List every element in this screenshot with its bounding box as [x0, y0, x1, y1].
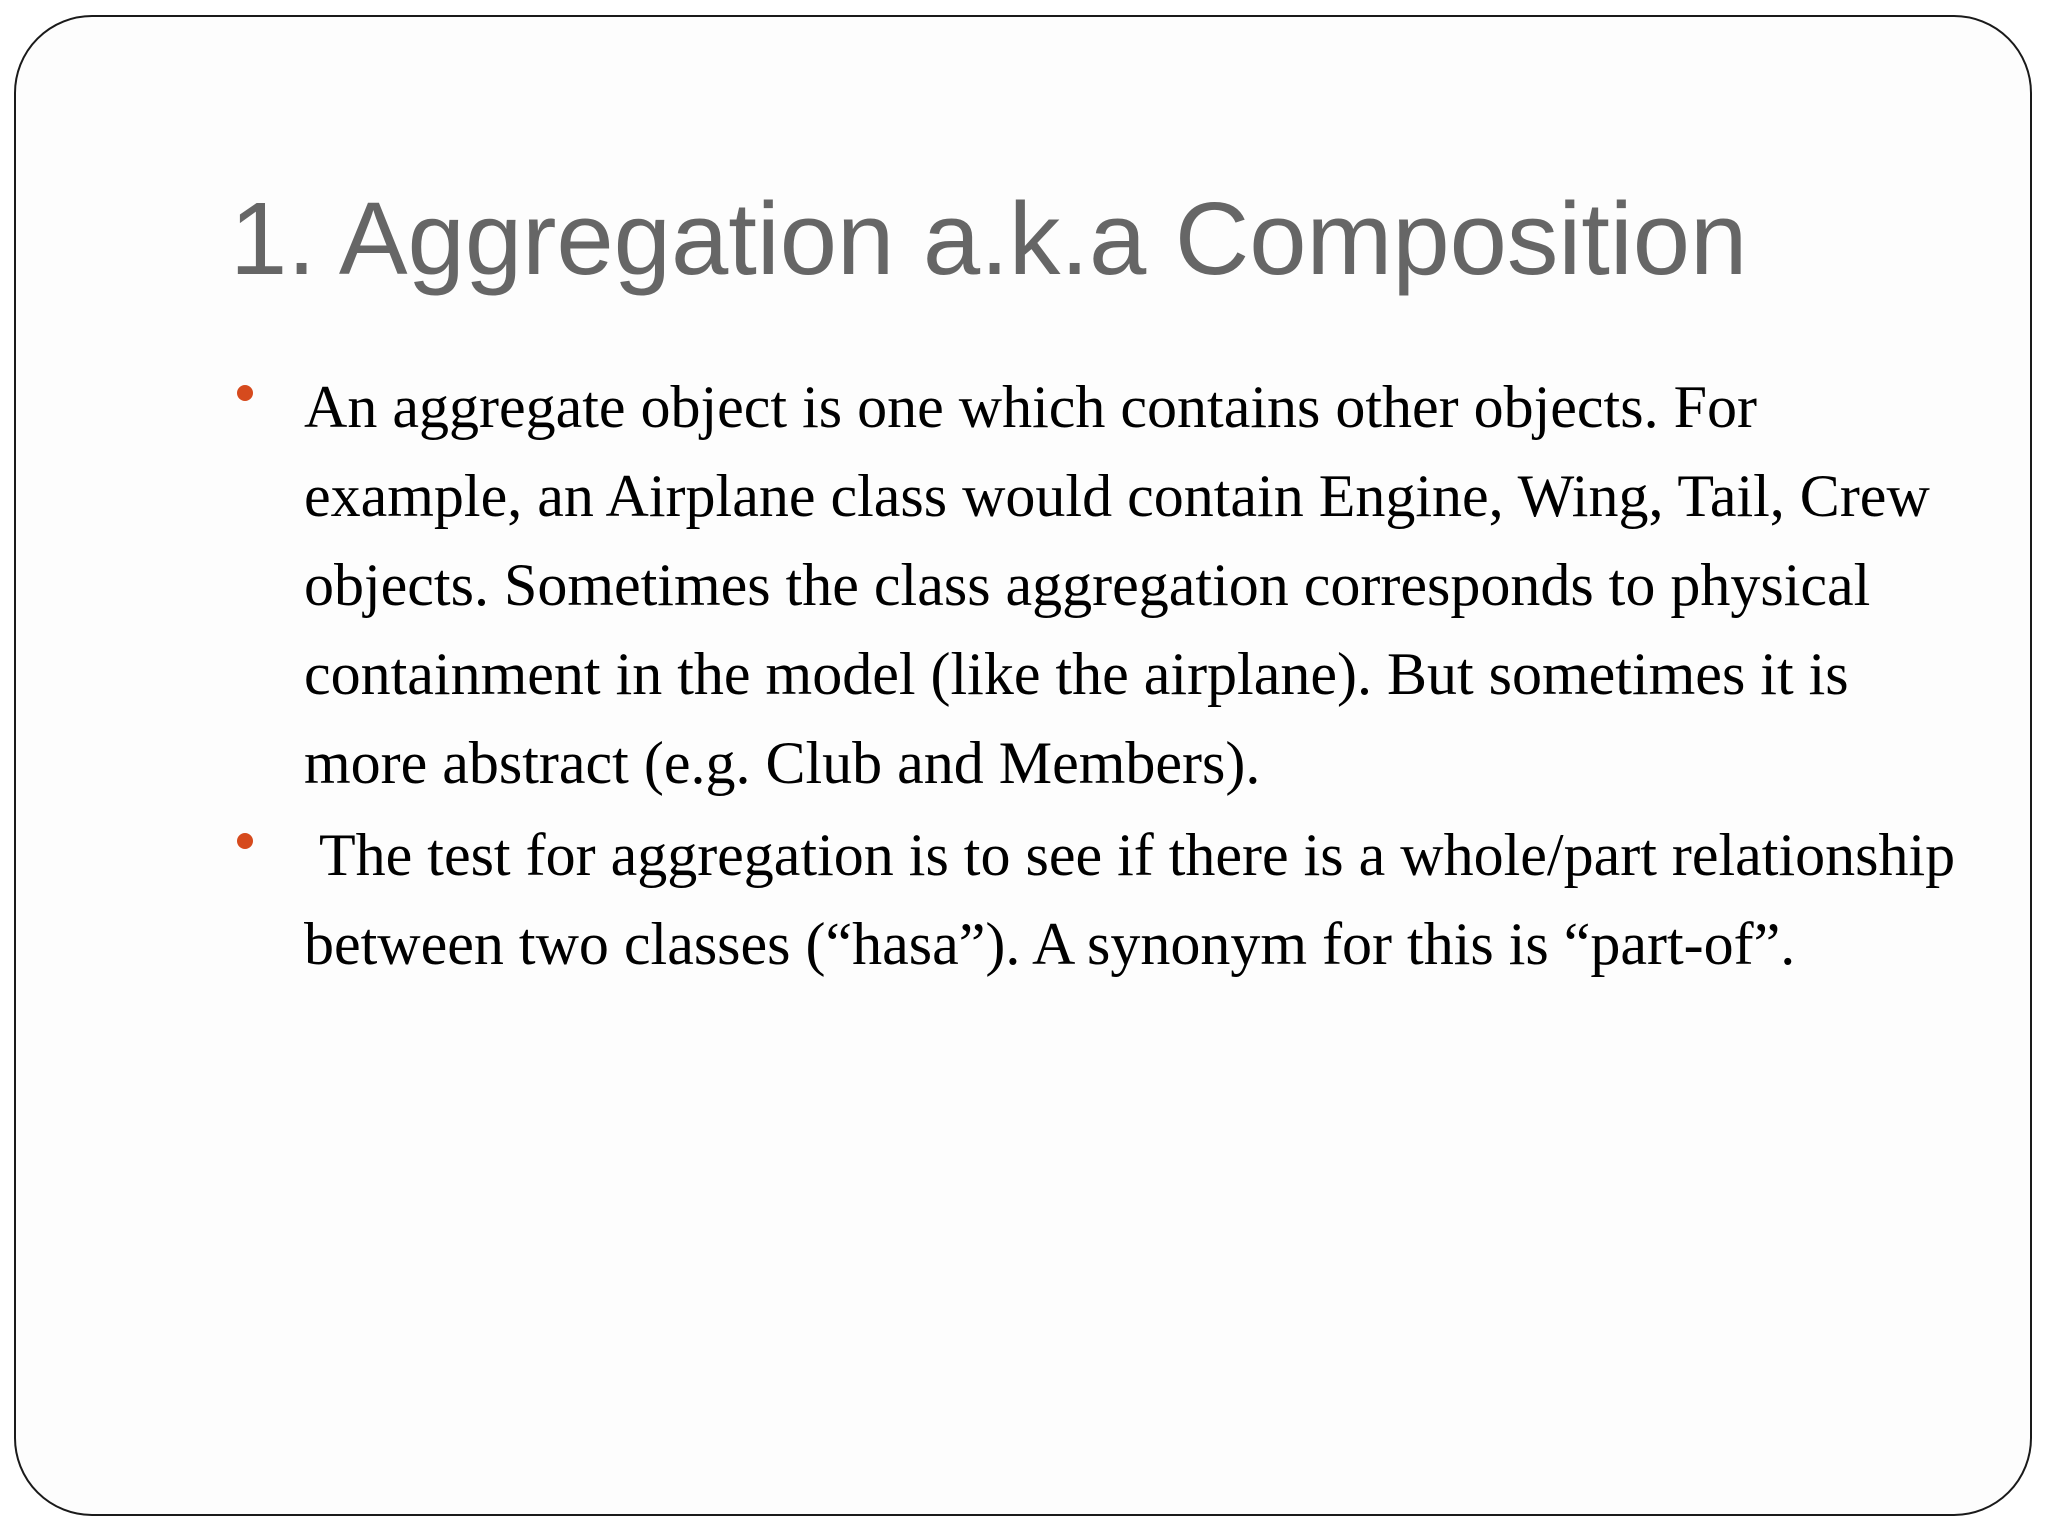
bullet-dot-icon: [237, 385, 253, 401]
slide-frame: [14, 15, 2032, 1516]
bullet-dot-icon: [237, 833, 253, 849]
slide-title: 1. Aggregation a.k.a Composition: [230, 181, 1748, 296]
bullet-item: [228, 811, 1978, 989]
bullet-text: An aggregate object is one which contains other objects. For example, an Airplane class would contain Engine, Wing, Tail, Crew objects. Sometimes the class aggregation corresponds to physical containment in the model (like the airplane). But sometimes it is more abstract (e.g. Club and Members).: [304, 374, 1930, 796]
bullet-text: The test for aggregation is to see if there is a whole/part relationship between two classes (“hasa”). A synonym for this is “part-of”.: [304, 822, 1971, 977]
bullet-list: [228, 363, 1978, 989]
bullet-item: [228, 363, 1978, 808]
